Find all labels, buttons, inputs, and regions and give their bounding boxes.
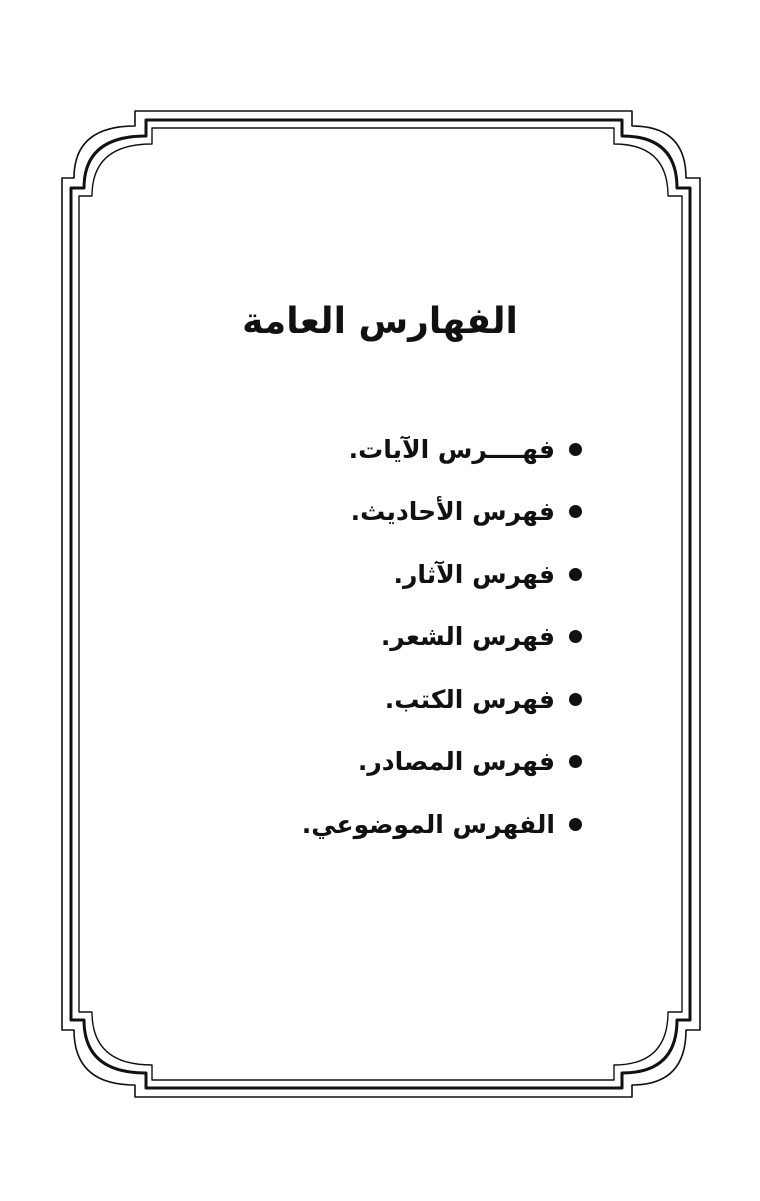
list-item xyxy=(302,668,582,731)
bullet-dot-icon xyxy=(569,755,582,768)
list-item xyxy=(302,418,582,481)
list-item-label: فهرس المصادر. xyxy=(357,747,555,777)
list-item-label: فهرس الكتب. xyxy=(384,684,555,714)
list-item xyxy=(302,793,582,856)
index-list xyxy=(302,418,582,856)
page-title: الفهارس العامة xyxy=(242,301,518,342)
bullet-dot-icon xyxy=(569,568,582,581)
list-item xyxy=(302,731,582,794)
bullet-dot-icon xyxy=(569,443,582,456)
bullet-dot-icon xyxy=(569,505,582,518)
bullet-dot-icon xyxy=(569,630,582,643)
list-item xyxy=(302,543,582,606)
list-item xyxy=(302,606,582,669)
list-item xyxy=(302,481,582,544)
list-item-label: فهرس الأحاديث. xyxy=(350,497,555,527)
list-item-label: فهرس الآثار. xyxy=(393,559,555,589)
list-item-label: فهــــرس الآيات. xyxy=(348,434,555,464)
list-item-label: الفهرس الموضوعي. xyxy=(301,809,555,839)
bullet-dot-icon xyxy=(569,693,582,706)
bullet-dot-icon xyxy=(569,818,582,831)
list-item-label: فهرس الشعر. xyxy=(380,622,555,652)
